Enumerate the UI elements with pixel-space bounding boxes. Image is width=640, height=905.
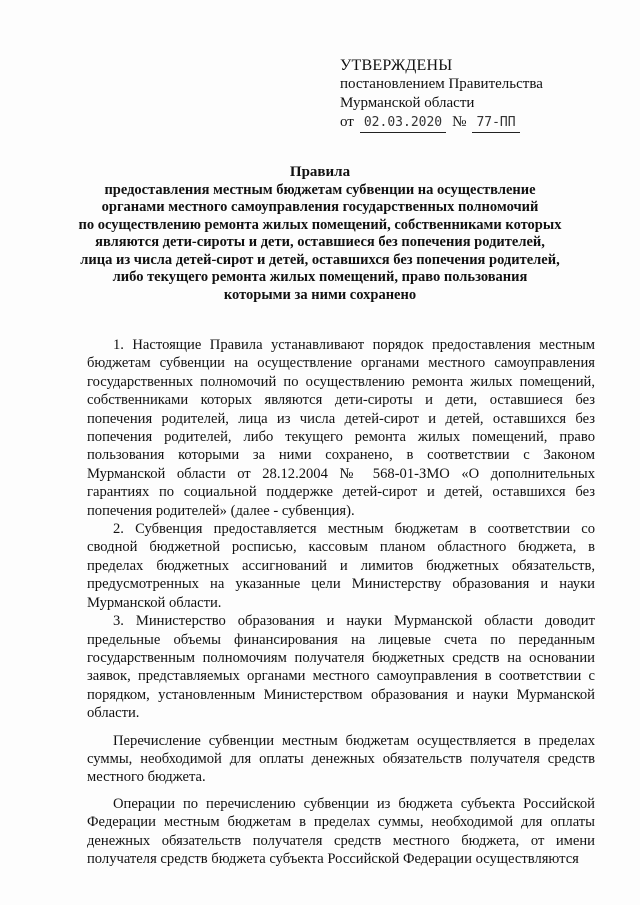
title-line: органами местного самоуправления государственных полномочий	[101, 199, 539, 215]
title-main: Правила	[289, 164, 351, 180]
approval-heading: УТВЕРЖДЕНЫ	[340, 57, 453, 74]
paragraph-1: 1. Настоящие Правила устанавливают порядок предоставления местным бюджетам субвенции на осуществление органами местного самоуправления государственных полномочий по осуществлению ремонта жилых помещений, собственниками которых являются дети-сироты и дети, оставшиеся без попечения родителей, лица из числа детей-сирот и детей, оставшихся без попечения родителей, либо текущего ремонта жилых помещений, право пользования которыми за ними сохранено, в соответствии с Законом Мурманской области от 28.12.2004 № 568-01-ЗМО «О дополнительных гарантиях по социальной поддержке детей-сирот и детей, оставшихся без попечения родителей» (далее - субвенция).	[87, 337, 595, 519]
title-line: предоставления местным бюджетам субвенции на осуществление	[104, 181, 536, 198]
approval-stamp	[340, 56, 600, 133]
paragraph-2: 2. Субвенция предоставляется местным бюджетам в соответствии со сводной бюджетной росписью, кассовым планом областного бюджета, в пределах бюджетных ассигнований и лимитов бюджетных обязательств, предусмотренных на указанные цели Министерству образования и науки Мурманской области.	[87, 521, 595, 611]
approval-line-region: Мурманской области	[340, 95, 475, 111]
title-line: либо текущего ремонта жилых помещений, право пользования	[112, 269, 528, 285]
title-line: лица из числа детей-сирот и детей, оставшихся без попечения родителей,	[80, 251, 560, 268]
paragraph-transfer: Перечисление субвенции местным бюджетам осуществляется в пределах суммы, необходимой для оплаты денежных обязательств получателя средств местного бюджета.	[87, 732, 595, 786]
title-line: по осуществлению ремонта жилых помещений, собственниками которых	[78, 216, 562, 233]
approval-line-government: постановлением Правительства	[340, 76, 543, 92]
document-title	[40, 164, 600, 304]
title-line: которыми за ними сохранено	[223, 286, 417, 303]
approval-date: 02.03.2020	[360, 113, 446, 133]
paragraph-operations: Операции по перечислению субвенции из бюджета субъекта Российской Федерации местным бюджетам в пределах суммы, необходимой для оплаты денежных обязательств получателя средств местного бюджета, от имени получателя средств бюджета субъекта Российской Федерации осуществляются	[87, 795, 595, 867]
approval-number-label: №	[452, 114, 467, 130]
approval-date-number	[340, 113, 600, 133]
document-body	[87, 336, 595, 868]
title-line: являются дети-сироты и дети, оставшиеся без попечения родителей,	[95, 234, 545, 250]
approval-from-label: от	[340, 114, 354, 130]
paragraph-3: 3. Министерство образования и науки Мурманской области доводит предельные объемы финансирования на лицевые счета по переданным государственным полномочиям получателя бюджетных средств на основании заявок, представляемых органами местного самоуправления в соответствии с порядком, установленным Министерством образования и науки Мурманской области.	[87, 613, 595, 722]
approval-number: 77-ПП	[472, 113, 519, 133]
